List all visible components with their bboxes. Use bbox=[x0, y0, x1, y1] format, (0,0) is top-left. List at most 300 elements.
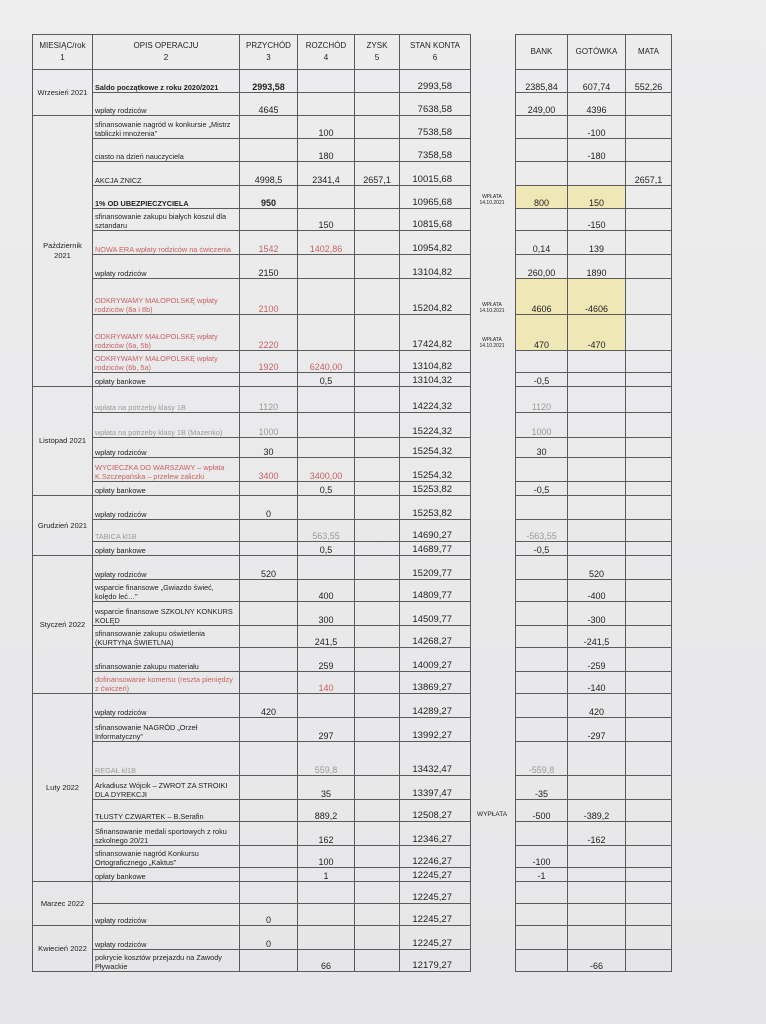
income-cell bbox=[240, 116, 298, 139]
expense-cell bbox=[298, 387, 355, 413]
mata-cell bbox=[626, 672, 672, 694]
table-row bbox=[33, 413, 471, 438]
expense-cell: 400 bbox=[298, 580, 355, 602]
profit-cell bbox=[355, 93, 400, 116]
income-cell: 3400 bbox=[240, 458, 298, 482]
cash-cell bbox=[568, 351, 626, 373]
description-cell: Saldo początkowe z roku 2020/2021 bbox=[93, 70, 240, 93]
bank-cell: 30 bbox=[516, 438, 568, 458]
profit-cell bbox=[355, 882, 400, 904]
expense-cell: 0,5 bbox=[298, 373, 355, 387]
profit-cell bbox=[355, 209, 400, 231]
main-ledger-table bbox=[32, 34, 471, 972]
cash-cell: -4606 bbox=[568, 279, 626, 315]
profit-cell bbox=[355, 186, 400, 209]
description-cell: wpłaty rodziców bbox=[93, 496, 240, 520]
table-row bbox=[33, 542, 471, 556]
expense-cell: 259 bbox=[298, 648, 355, 672]
income-cell: 4645 bbox=[240, 93, 298, 116]
expense-cell bbox=[298, 882, 355, 904]
balance-cell: 14009,27 bbox=[400, 648, 471, 672]
side-row bbox=[516, 482, 672, 496]
profit-cell bbox=[355, 648, 400, 672]
description-cell: wpłaty rodziców bbox=[93, 93, 240, 116]
mata-cell: 552,26 bbox=[626, 70, 672, 93]
income-cell bbox=[240, 139, 298, 162]
column-header-number: 6 bbox=[432, 53, 438, 62]
bank-cell: 470 bbox=[516, 315, 568, 351]
side-row bbox=[516, 718, 672, 742]
income-cell bbox=[240, 648, 298, 672]
table-row bbox=[33, 868, 471, 882]
table-row bbox=[33, 186, 471, 209]
mata-cell bbox=[626, 822, 672, 846]
balance-cell: 12245,27 bbox=[400, 926, 471, 950]
bank-cell bbox=[516, 556, 568, 580]
income-cell bbox=[240, 373, 298, 387]
description-cell: sfinansowanie zakupu oświetlenia (KURTYNA ŚWIETLNA) bbox=[93, 626, 240, 648]
profit-cell bbox=[355, 626, 400, 648]
mata-cell bbox=[626, 520, 672, 542]
side-row bbox=[516, 162, 672, 186]
mata-cell bbox=[626, 800, 672, 822]
mata-cell bbox=[626, 694, 672, 718]
bank-cell bbox=[516, 351, 568, 373]
cash-cell bbox=[568, 542, 626, 556]
balance-cell: 12245,27 bbox=[400, 904, 471, 926]
cash-cell bbox=[568, 458, 626, 482]
mata-cell bbox=[626, 458, 672, 482]
bank-cell: -0,5 bbox=[516, 373, 568, 387]
side-row bbox=[516, 556, 672, 580]
description-cell: opłaty bankowe bbox=[93, 868, 240, 882]
table-row bbox=[33, 279, 471, 315]
balance-cell: 12179,27 bbox=[400, 950, 471, 972]
side-row bbox=[516, 846, 672, 868]
balance-cell: 13397,47 bbox=[400, 776, 471, 800]
income-cell: 2220 bbox=[240, 315, 298, 351]
column-header bbox=[93, 35, 240, 70]
income-cell bbox=[240, 482, 298, 496]
profit-cell bbox=[355, 822, 400, 846]
mata-cell bbox=[626, 351, 672, 373]
balance-cell: 7538,58 bbox=[400, 116, 471, 139]
income-cell bbox=[240, 602, 298, 626]
profit-cell bbox=[355, 315, 400, 351]
expense-cell: 559,8 bbox=[298, 742, 355, 776]
side-row bbox=[516, 672, 672, 694]
expense-cell: 66 bbox=[298, 950, 355, 972]
table-row bbox=[33, 626, 471, 648]
bank-cell bbox=[516, 648, 568, 672]
income-cell bbox=[240, 542, 298, 556]
profit-cell bbox=[355, 351, 400, 373]
bank-cell bbox=[516, 926, 568, 950]
description-cell: WYCIECZKA DO WARSZAWY – wpłata K.Szczepańska – przelew zaliczki bbox=[93, 458, 240, 482]
description-cell: sfinansowanie nagród Konkursu Ortograficznego „Kaktus” bbox=[93, 846, 240, 868]
bank-cell bbox=[516, 904, 568, 926]
column-header-number: 1 bbox=[60, 53, 65, 62]
expense-cell bbox=[298, 255, 355, 279]
mata-cell bbox=[626, 718, 672, 742]
expense-cell bbox=[298, 93, 355, 116]
profit-cell bbox=[355, 718, 400, 742]
mata-cell bbox=[626, 116, 672, 139]
income-cell bbox=[240, 882, 298, 904]
income-cell: 2993,58 bbox=[240, 70, 298, 93]
income-cell bbox=[240, 846, 298, 868]
bank-cell: -0,5 bbox=[516, 542, 568, 556]
bank-cell: 1000 bbox=[516, 413, 568, 438]
side-row bbox=[516, 373, 672, 387]
bank-cell bbox=[516, 209, 568, 231]
expense-cell: 35 bbox=[298, 776, 355, 800]
side-row bbox=[516, 116, 672, 139]
column-header-title: MIESIĄC/rok bbox=[39, 41, 86, 50]
description-cell: sfinansowanie nagród w konkursie „Mistrz tabliczki mnożenia” bbox=[93, 116, 240, 139]
column-header bbox=[400, 35, 471, 70]
bank-cell: 0,14 bbox=[516, 231, 568, 255]
income-cell: 950 bbox=[240, 186, 298, 209]
mata-cell bbox=[626, 413, 672, 438]
balance-cell: 12346,27 bbox=[400, 822, 471, 846]
cash-cell bbox=[568, 413, 626, 438]
cash-cell: 420 bbox=[568, 694, 626, 718]
balance-cell: 13992,27 bbox=[400, 718, 471, 742]
side-row bbox=[516, 93, 672, 116]
bank-cell bbox=[516, 580, 568, 602]
bank-cell: -100 bbox=[516, 846, 568, 868]
cash-cell bbox=[568, 926, 626, 950]
description-cell: Sfinansowanie medali sportowych z roku szkolnego 20/21 bbox=[93, 822, 240, 846]
balance-cell: 15254,32 bbox=[400, 458, 471, 482]
side-row bbox=[516, 387, 672, 413]
expense-cell: 300 bbox=[298, 602, 355, 626]
description-cell: sfinansowanie NAGRÓD „Orzeł Informatyczny” bbox=[93, 718, 240, 742]
description-cell: sfinansowanie zakupu materiału bbox=[93, 648, 240, 672]
side-row bbox=[516, 231, 672, 255]
profit-cell bbox=[355, 413, 400, 438]
profit-cell bbox=[355, 139, 400, 162]
table-row bbox=[33, 846, 471, 868]
column-header-title: PRZYCHÓD bbox=[246, 41, 291, 50]
table-row bbox=[33, 800, 471, 822]
income-cell: 1542 bbox=[240, 231, 298, 255]
cash-cell: 150 bbox=[568, 186, 626, 209]
cash-cell: 520 bbox=[568, 556, 626, 580]
cash-cell bbox=[568, 438, 626, 458]
balance-cell: 2993,58 bbox=[400, 70, 471, 93]
description-cell: ODKRYWAMY MAŁOPOLSKĘ wpłaty rodziców (6b, 5a) bbox=[93, 351, 240, 373]
description-cell: TABICA kl1B bbox=[93, 520, 240, 542]
column-header bbox=[240, 35, 298, 70]
month-cell: Styczeń 2022 bbox=[33, 556, 93, 694]
balance-cell: 10954,82 bbox=[400, 231, 471, 255]
profit-cell bbox=[355, 694, 400, 718]
bank-cell: 4606 bbox=[516, 279, 568, 315]
balance-cell: 13104,82 bbox=[400, 351, 471, 373]
cash-cell: -400 bbox=[568, 580, 626, 602]
side-row bbox=[516, 648, 672, 672]
bank-cell bbox=[516, 116, 568, 139]
bank-cell bbox=[516, 822, 568, 846]
income-cell: 0 bbox=[240, 926, 298, 950]
bank-cell bbox=[516, 882, 568, 904]
profit-cell bbox=[355, 279, 400, 315]
description-cell: 1% OD UBEZPIECZYCIELA bbox=[93, 186, 240, 209]
table-row bbox=[33, 556, 471, 580]
income-cell bbox=[240, 742, 298, 776]
bank-cell bbox=[516, 162, 568, 186]
side-balance-table bbox=[515, 34, 672, 972]
profit-cell bbox=[355, 482, 400, 496]
mata-cell bbox=[626, 231, 672, 255]
cash-cell: -259 bbox=[568, 648, 626, 672]
mata-cell bbox=[626, 373, 672, 387]
mata-cell bbox=[626, 868, 672, 882]
expense-cell bbox=[298, 556, 355, 580]
expense-cell: 180 bbox=[298, 139, 355, 162]
cash-cell: -150 bbox=[568, 209, 626, 231]
column-header bbox=[355, 35, 400, 70]
balance-cell: 15224,32 bbox=[400, 413, 471, 438]
bank-cell: 249,00 bbox=[516, 93, 568, 116]
expense-cell bbox=[298, 694, 355, 718]
description-cell: wpłaty rodziców bbox=[93, 926, 240, 950]
profit-cell bbox=[355, 231, 400, 255]
side-row bbox=[516, 800, 672, 822]
description-cell: wpłata na potrzeby klasy 1B bbox=[93, 387, 240, 413]
description-cell: wpłaty rodziców bbox=[93, 694, 240, 718]
expense-cell bbox=[298, 413, 355, 438]
side-row bbox=[516, 351, 672, 373]
profit-cell bbox=[355, 800, 400, 822]
description-cell: wpłaty rodziców bbox=[93, 556, 240, 580]
mid-note-3: WPŁATA 14.10.2021 bbox=[479, 337, 505, 349]
bank-cell: -35 bbox=[516, 776, 568, 800]
balance-cell: 7638,58 bbox=[400, 93, 471, 116]
profit-cell bbox=[355, 520, 400, 542]
mata-cell bbox=[626, 315, 672, 351]
balance-cell: 12245,27 bbox=[400, 882, 471, 904]
balance-cell: 15254,32 bbox=[400, 438, 471, 458]
side-column-header: MATA bbox=[626, 35, 672, 70]
side-row bbox=[516, 580, 672, 602]
table-row bbox=[33, 93, 471, 116]
side-row bbox=[516, 904, 672, 926]
mata-cell bbox=[626, 580, 672, 602]
mata-cell bbox=[626, 542, 672, 556]
mata-cell bbox=[626, 742, 672, 776]
description-cell: wpłaty rodziców bbox=[93, 255, 240, 279]
side-row bbox=[516, 186, 672, 209]
balance-cell: 14509,77 bbox=[400, 602, 471, 626]
cash-cell: -180 bbox=[568, 139, 626, 162]
table-row bbox=[33, 950, 471, 972]
description-cell: wsparcie finansowe SZKOLNY KONKURS KOLĘD bbox=[93, 602, 240, 626]
income-cell bbox=[240, 520, 298, 542]
profit-cell bbox=[355, 255, 400, 279]
column-header-title: ZYSK bbox=[366, 41, 388, 50]
mata-cell bbox=[626, 93, 672, 116]
mata-cell bbox=[626, 556, 672, 580]
income-cell: 0 bbox=[240, 496, 298, 520]
cash-cell bbox=[568, 868, 626, 882]
column-header-number: 4 bbox=[323, 53, 329, 62]
bank-cell: -559,8 bbox=[516, 742, 568, 776]
mata-cell bbox=[626, 186, 672, 209]
expense-cell bbox=[298, 926, 355, 950]
month-cell: Kwiecień 2022 bbox=[33, 926, 93, 972]
expense-cell bbox=[298, 438, 355, 458]
balance-cell: 15253,82 bbox=[400, 496, 471, 520]
description-cell: REGAŁ kl1B bbox=[93, 742, 240, 776]
income-cell bbox=[240, 718, 298, 742]
side-row bbox=[516, 742, 672, 776]
balance-cell: 14690,27 bbox=[400, 520, 471, 542]
month-cell: Grudzień 2021 bbox=[33, 496, 93, 556]
cash-cell bbox=[568, 162, 626, 186]
expense-cell: 6240,00 bbox=[298, 351, 355, 373]
column-header bbox=[298, 35, 355, 70]
balance-cell: 14809,77 bbox=[400, 580, 471, 602]
column-header-title: STAN KONTA bbox=[410, 41, 460, 50]
balance-cell: 14689,77 bbox=[400, 542, 471, 556]
table-row bbox=[33, 162, 471, 186]
description-cell: ODKRYWAMY MAŁOPOLSKĘ wpłaty rodziców (6a, 5b) bbox=[93, 315, 240, 351]
income-cell: 1120 bbox=[240, 387, 298, 413]
balance-cell: 15204,82 bbox=[400, 279, 471, 315]
cash-cell bbox=[568, 882, 626, 904]
income-cell bbox=[240, 822, 298, 846]
description-cell: pokrycie kosztów przejazdu na Zawody Pływackie bbox=[93, 950, 240, 972]
cash-cell: -140 bbox=[568, 672, 626, 694]
profit-cell: 2657,1 bbox=[355, 162, 400, 186]
table-row bbox=[33, 458, 471, 482]
cash-cell: -470 bbox=[568, 315, 626, 351]
bank-cell: -0,5 bbox=[516, 482, 568, 496]
balance-cell: 10015,68 bbox=[400, 162, 471, 186]
column-header-title: OPIS OPERACJU bbox=[133, 41, 199, 50]
side-row bbox=[516, 950, 672, 972]
cash-cell: -300 bbox=[568, 602, 626, 626]
expense-cell: 563,55 bbox=[298, 520, 355, 542]
mata-cell bbox=[626, 482, 672, 496]
cash-cell: 4396 bbox=[568, 93, 626, 116]
expense-cell: 297 bbox=[298, 718, 355, 742]
balance-cell: 15209,77 bbox=[400, 556, 471, 580]
table-row bbox=[33, 904, 471, 926]
description-cell: wsparcie finansowe „Gwiazdo świeć, kolędo leć…” bbox=[93, 580, 240, 602]
side-row bbox=[516, 279, 672, 315]
balance-cell: 14224,32 bbox=[400, 387, 471, 413]
cash-cell: 1890 bbox=[568, 255, 626, 279]
column-header-title: ROZCHÓD bbox=[305, 41, 347, 50]
mata-cell bbox=[626, 950, 672, 972]
table-row bbox=[33, 387, 471, 413]
table-row bbox=[33, 520, 471, 542]
side-row bbox=[516, 315, 672, 351]
cash-cell bbox=[568, 846, 626, 868]
mid-note-1: WPŁATA 14.10.2021 bbox=[479, 194, 505, 206]
profit-cell bbox=[355, 904, 400, 926]
table-row bbox=[33, 231, 471, 255]
bank-cell bbox=[516, 672, 568, 694]
profit-cell bbox=[355, 387, 400, 413]
profit-cell bbox=[355, 672, 400, 694]
description-cell: opłaty bankowe bbox=[93, 482, 240, 496]
table-row bbox=[33, 580, 471, 602]
description-cell: opłaty bankowe bbox=[93, 373, 240, 387]
bank-cell bbox=[516, 626, 568, 648]
balance-cell: 10815,68 bbox=[400, 209, 471, 231]
balance-cell: 13432,47 bbox=[400, 742, 471, 776]
description-cell: ciasto na dzień nauczyciela bbox=[93, 139, 240, 162]
expense-cell bbox=[298, 186, 355, 209]
table-row bbox=[33, 822, 471, 846]
side-row bbox=[516, 139, 672, 162]
side-row bbox=[516, 413, 672, 438]
balance-cell: 12508,27 bbox=[400, 800, 471, 822]
table-row bbox=[33, 496, 471, 520]
profit-cell bbox=[355, 926, 400, 950]
balance-cell: 13104,82 bbox=[400, 255, 471, 279]
table-row bbox=[33, 926, 471, 950]
bank-cell bbox=[516, 694, 568, 718]
income-cell bbox=[240, 626, 298, 648]
expense-cell bbox=[298, 70, 355, 93]
income-cell bbox=[240, 209, 298, 231]
description-cell: wpłata na potrzeby klasy 1B (Mazenko) bbox=[93, 413, 240, 438]
bank-cell: -1 bbox=[516, 868, 568, 882]
income-cell: 4998,5 bbox=[240, 162, 298, 186]
month-cell: Październik 2021 bbox=[33, 116, 93, 387]
description-cell: ODKRYWAMY MAŁOPOLSKĘ wpłaty rodziców (8a i 8b) bbox=[93, 279, 240, 315]
balance-cell: 14268,27 bbox=[400, 626, 471, 648]
side-row bbox=[516, 458, 672, 482]
cash-cell bbox=[568, 742, 626, 776]
balance-cell: 13104,32 bbox=[400, 373, 471, 387]
bank-cell: 800 bbox=[516, 186, 568, 209]
table-row bbox=[33, 694, 471, 718]
cash-cell: -66 bbox=[568, 950, 626, 972]
profit-cell bbox=[355, 846, 400, 868]
profit-cell bbox=[355, 438, 400, 458]
expense-cell: 150 bbox=[298, 209, 355, 231]
side-row bbox=[516, 868, 672, 882]
bank-cell bbox=[516, 458, 568, 482]
side-row bbox=[516, 822, 672, 846]
cash-cell: 139 bbox=[568, 231, 626, 255]
balance-cell: 12246,27 bbox=[400, 846, 471, 868]
cash-cell bbox=[568, 496, 626, 520]
expense-cell: 241,5 bbox=[298, 626, 355, 648]
column-header-number: 2 bbox=[163, 53, 169, 62]
expense-cell bbox=[298, 315, 355, 351]
balance-cell: 15253,82 bbox=[400, 482, 471, 496]
income-cell: 30 bbox=[240, 438, 298, 458]
side-row bbox=[516, 438, 672, 458]
side-row bbox=[516, 626, 672, 648]
income-cell bbox=[240, 950, 298, 972]
bank-cell: 260,00 bbox=[516, 255, 568, 279]
income-cell: 2100 bbox=[240, 279, 298, 315]
table-row bbox=[33, 776, 471, 800]
mid-note-2: WPŁATA 14.10.2021 bbox=[479, 302, 505, 314]
description-cell: AKCJA ZNICZ bbox=[93, 162, 240, 186]
income-cell: 520 bbox=[240, 556, 298, 580]
table-row bbox=[33, 70, 471, 93]
